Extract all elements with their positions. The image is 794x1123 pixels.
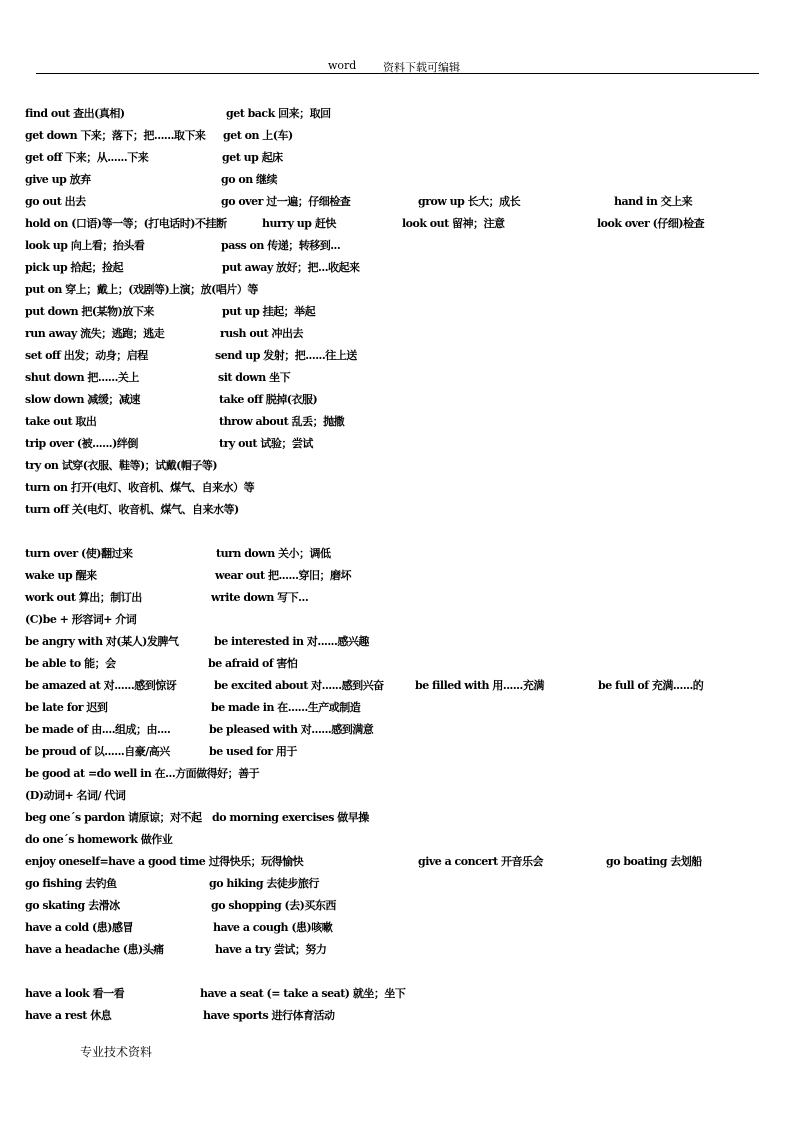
phrase-entry: slow down 减缓；减速: [25, 393, 140, 406]
phrase-entry: shut down 把......关上: [25, 371, 139, 384]
page-header: [0, 57, 794, 73]
page-footer: 专业技术资料: [80, 1045, 153, 1059]
phrase-entry: turn off 关(电灯、收音机、煤气、自来水等): [25, 503, 239, 516]
phrase-entry: turn over (使)翻过来: [25, 547, 133, 560]
phrase-entry: go out 出去: [25, 195, 86, 208]
phrase-entry: write down 写下...: [211, 591, 309, 604]
phrase-entry: get on 上(车): [223, 129, 293, 142]
phrase-entry: look out 留神；注意: [402, 217, 505, 230]
phrase-entry: enjoy oneself=have a good time 过得快乐；玩得愉快: [25, 855, 304, 868]
phrase-entry: put away 放好；把...收起来: [222, 261, 360, 274]
phrase-entry: (D)动词+ 名词/ 代词: [25, 789, 126, 802]
phrase-entry: pick up 拾起；捡起: [25, 261, 124, 274]
phrase-entry: look up 向上看；抬头看: [25, 239, 145, 252]
header-rule: [36, 73, 759, 74]
phrase-entry: go over 过一遍；仔细检查: [221, 195, 351, 208]
phrase-entry: do morning exercises 做早操: [212, 811, 369, 824]
phrase-entry: be used for 用于: [209, 745, 297, 758]
phrase-entry: go skating 去滑冰: [25, 899, 120, 912]
phrase-entry: be filled with 用......充满: [415, 679, 544, 692]
phrase-entry: beg one΄s pardon 请原谅；对不起: [25, 811, 202, 824]
phrase-entry: get down 下来；落下；把......取下来: [25, 129, 206, 142]
phrase-entry: find out 查出(真相): [25, 107, 125, 120]
phrase-entry: have a cold (患)感冒: [25, 921, 133, 934]
phrase-entry: trip over (被......)绊倒: [25, 437, 138, 450]
phrase-entry: hurry up 赶快: [262, 217, 336, 230]
phrase-entry: turn down 关小；调低: [216, 547, 331, 560]
phrase-entry: get off 下来；从......下来: [25, 151, 149, 164]
phrase-entry: have a rest 休息: [25, 1009, 112, 1022]
phrase-entry: (C)be + 形容词+ 介词: [25, 613, 137, 626]
phrase-entry: throw about 乱丢；抛撒: [219, 415, 345, 428]
phrase-entry: be good at =do well in 在...方面做得好；善于: [25, 767, 260, 780]
phrase-entry: be made of 由....组成；由....: [25, 723, 171, 736]
phrase-entry: take out 取出: [25, 415, 97, 428]
phrase-entry: have a cough (患)咳嗽: [213, 921, 333, 934]
phrase-entry: sit down 坐下: [218, 371, 291, 384]
phrase-entry: be full of 充满......的: [598, 679, 704, 692]
phrase-entry: be interested in 对......感兴趣: [214, 635, 369, 648]
phrase-entry: be afraid of 害怕: [208, 657, 298, 670]
phrase-entry: pass on 传递；转移到...: [221, 239, 341, 252]
phrase-entry: do one΄s homework 做作业: [25, 833, 173, 846]
phrase-entry: be able to 能；会: [25, 657, 116, 670]
phrase-entry: hand in 交上来: [614, 195, 693, 208]
phrase-entry: turn on 打开(电灯、收音机、煤气、自来水）等: [25, 481, 255, 494]
phrase-entry: wake up 醒来: [25, 569, 97, 582]
phrase-entry: be amazed at 对......感到惊讶: [25, 679, 177, 692]
phrase-entry: be angry with 对(某人)发脾气: [25, 635, 179, 648]
phrase-entry: send up 发射；把......往上送: [215, 349, 357, 362]
phrase-entry: have sports 进行体育活动: [203, 1009, 335, 1022]
phrase-entry: try out 试验；尝试: [219, 437, 313, 450]
phrase-entry: be pleased with 对......感到满意: [209, 723, 374, 736]
phrase-entry: take off 脱掉(衣服): [219, 393, 318, 406]
phrase-entry: hold on (口语)等一等；(打电话时)不挂断: [25, 217, 227, 230]
phrase-entry: be made in 在......生产或制造: [211, 701, 361, 714]
phrase-entry: rush out 冲出去: [220, 327, 304, 340]
phrase-entry: go shopping (去)买东西: [211, 899, 336, 912]
phrase-entry: give up 放弃: [25, 173, 91, 186]
phrase-entry: go boating 去划船: [606, 855, 702, 868]
phrase-entry: have a try 尝试；努力: [215, 943, 327, 956]
phrase-entry: work out 算出；制订出: [25, 591, 142, 604]
phrase-entry: go hiking 去徒步旅行: [209, 877, 319, 890]
phrase-entry: put down 把(某物)放下来: [25, 305, 154, 318]
phrase-entry: look over (仔细)检查: [597, 217, 705, 230]
phrase-entry: run away 流失；逃跑；逃走: [25, 327, 165, 340]
header-word: word: [328, 59, 357, 72]
phrase-entry: put up 挂起；举起: [222, 305, 316, 318]
phrase-entry: be excited about 对......感到兴奋: [214, 679, 384, 692]
phrase-entry: be proud of 以......自豪/高兴: [25, 745, 170, 758]
phrase-entry: get back 回来；取回: [226, 107, 331, 120]
phrase-entry: grow up 长大；成长: [418, 195, 521, 208]
phrase-entry: give a concert 开音乐会: [418, 855, 543, 868]
phrase-entry: go on 继续: [221, 173, 278, 186]
header-caption: 资料下载可编辑: [383, 61, 460, 74]
phrase-entry: try on 试穿(衣服、鞋等)；试戴(帽子等): [25, 459, 218, 472]
phrase-entry: get up 起床: [222, 151, 283, 164]
phrase-entry: set off 出发；动身；启程: [25, 349, 148, 362]
phrase-entry: go fishing 去钓鱼: [25, 877, 117, 890]
phrase-entry: put on 穿上；戴上；(戏剧等)上演；放(唱片）等: [25, 283, 258, 296]
phrase-entry: have a seat (= take a seat) 就坐；坐下: [200, 987, 406, 1000]
phrase-entry: have a headache (患)头痛: [25, 943, 164, 956]
phrase-entry: wear out 把......穿旧；磨坏: [215, 569, 351, 582]
phrase-entry: be late for 迟到: [25, 701, 108, 714]
phrase-entry: have a look 看一看: [25, 987, 125, 1000]
